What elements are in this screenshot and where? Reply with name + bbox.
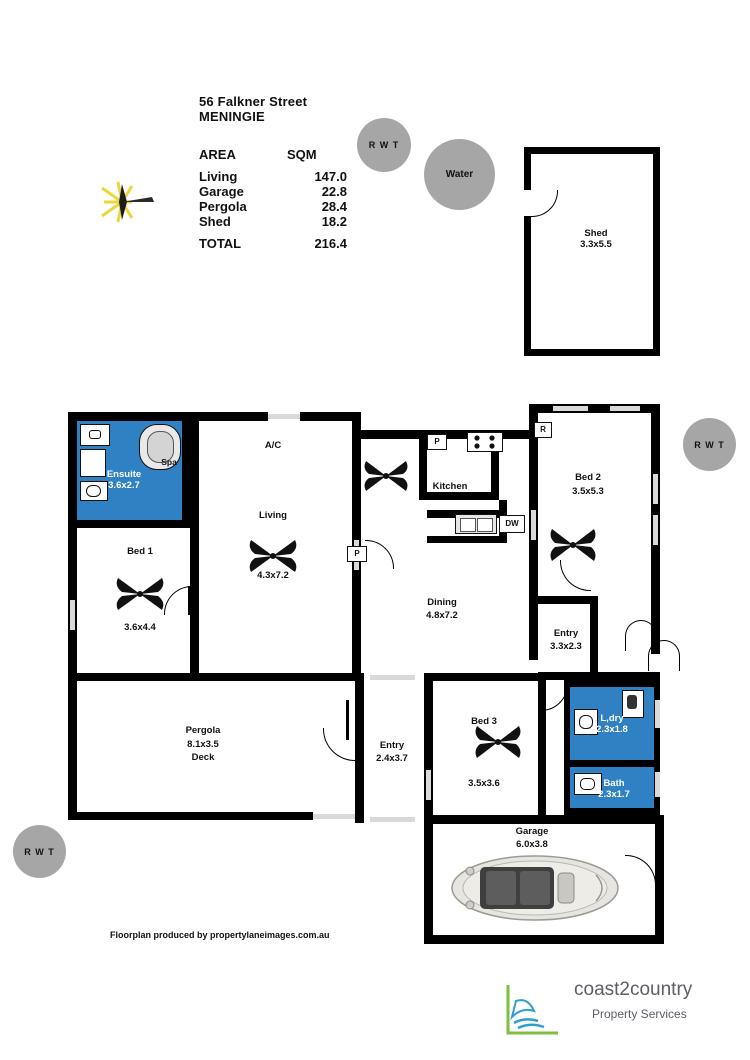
room-dims-pergola: 8.1x3.5 xyxy=(187,739,219,750)
area-row-value: 22.8 xyxy=(321,184,347,199)
cooktop-icon xyxy=(467,432,503,452)
room-label-garage: Garage xyxy=(515,826,549,837)
room-label-bed1: Bed 1 xyxy=(127,546,153,557)
room-label-ensuite: Ensuite 3.6x2.7 xyxy=(106,469,142,491)
room-dims-entry-main: 3.3x2.3 xyxy=(550,641,582,652)
address-block xyxy=(199,94,307,124)
room-label-bed3: Bed 3 xyxy=(471,716,497,727)
area-row-value: 18.2 xyxy=(321,214,347,229)
table-row xyxy=(199,184,347,199)
table-row xyxy=(199,199,347,214)
room-dims-bed1: 3.6x4.4 xyxy=(124,622,156,633)
room-label-ac: A/C xyxy=(264,440,282,451)
dishwasher-marker: DW xyxy=(499,515,525,533)
area-row-label: Garage xyxy=(199,184,244,199)
room-label-living: Living xyxy=(259,510,287,521)
fridge-marker: R xyxy=(534,422,552,438)
room-dims-entry-side: 2.4x3.7 xyxy=(376,753,408,764)
area-table-header xyxy=(199,147,347,162)
brand-name: coast2country xyxy=(574,979,693,1000)
credit-text: Floorplan produced by propertylaneimages.com.au xyxy=(110,930,330,940)
room-label-bath: Bath 2.3x1.7 xyxy=(598,778,630,800)
address-line-2: MENINGIE xyxy=(199,109,265,124)
room-label-bed2: Bed 2 xyxy=(575,472,601,483)
area-table xyxy=(199,147,347,251)
pantry-marker-1: P xyxy=(427,434,447,450)
room-label-spa: Spa xyxy=(161,457,177,467)
area-row-value: 147.0 xyxy=(314,169,347,184)
room-dims-dining: 4.8x7.2 xyxy=(426,610,458,621)
ceiling-fan-bed1-icon xyxy=(112,566,168,622)
rain-water-tank-right: R W T xyxy=(683,418,736,471)
address-line-1: 56 Falkner Street xyxy=(199,94,308,109)
table-row xyxy=(199,169,347,184)
rain-water-tank-left: R W T xyxy=(13,825,66,878)
car-illustration xyxy=(450,845,620,930)
area-row-label: Shed xyxy=(199,214,231,229)
area-row-label: Living xyxy=(199,169,238,184)
room-label-dining: Dining xyxy=(427,597,457,608)
ceiling-fan-bed2-icon xyxy=(546,518,600,572)
brand-subtitle: Property Services xyxy=(592,1007,687,1021)
area-total-value: 216.4 xyxy=(314,236,347,251)
rain-water-tank-top: R W T xyxy=(357,118,411,172)
area-total-row xyxy=(199,236,347,251)
water-tank: Water xyxy=(424,139,495,210)
room-label-laundry: L,dry 2.3x1.8 xyxy=(596,713,628,735)
area-total-label: TOTAL xyxy=(199,236,242,251)
compass-north-icon xyxy=(92,176,162,228)
room-dims-living: 4.3x7.2 xyxy=(257,570,289,581)
room-label-pergola: Pergola xyxy=(185,725,221,736)
room-dims-garage: 6.0x3.8 xyxy=(516,839,548,850)
room-label-shed: Shed 3.3x5.5 xyxy=(580,228,612,250)
area-header-label: AREA xyxy=(199,147,236,162)
area-header-value: SQM xyxy=(287,147,317,162)
ceiling-fan-dining-icon xyxy=(360,450,412,502)
room-label-kitchen: Kitchen xyxy=(432,481,468,492)
area-row-value: 28.4 xyxy=(321,199,347,214)
pantry-marker-2: P xyxy=(347,546,367,562)
room-dims-bed2: 3.5x5.3 xyxy=(572,486,604,497)
brand-logo xyxy=(498,975,733,1045)
room-sub-pergola: Deck xyxy=(191,752,215,763)
area-row-label: Pergola xyxy=(199,199,247,214)
room-label-entry-main: Entry xyxy=(553,628,579,639)
sink-icon xyxy=(455,514,497,534)
room-dims-bed3: 3.5x3.6 xyxy=(468,778,500,789)
table-row xyxy=(199,214,347,229)
room-label-entry-side: Entry xyxy=(379,740,405,751)
